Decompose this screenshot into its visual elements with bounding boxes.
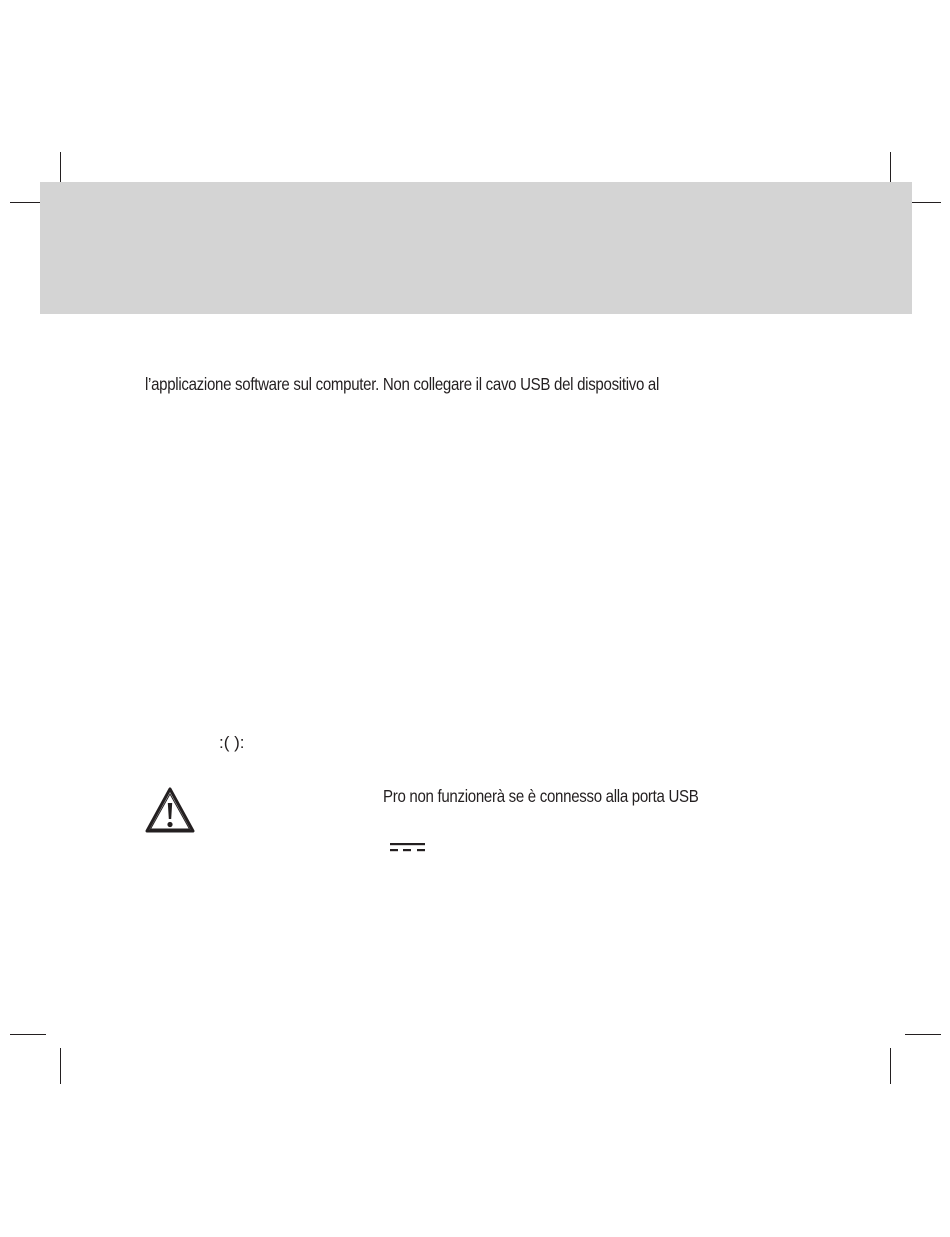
body-text-line: l’applicazione software sul computer. Non collegare il cavo USB del dispositivo al: [145, 374, 660, 394]
warning-text-line: Pro non funzionerà se è connesso alla porta USB: [383, 786, 699, 806]
symbol-glyph: :( ):: [219, 733, 245, 752]
warning-triangle-icon: [144, 786, 196, 834]
crop-mark-bottom-left-horizontal: [10, 1034, 46, 1035]
crop-mark-bottom-right-vertical: [890, 1048, 891, 1084]
header-band: [40, 182, 912, 314]
crop-mark-bottom-left-vertical: [60, 1048, 61, 1084]
crop-mark-bottom-right-horizontal: [905, 1034, 941, 1035]
dc-symbol-icon: [390, 841, 426, 853]
